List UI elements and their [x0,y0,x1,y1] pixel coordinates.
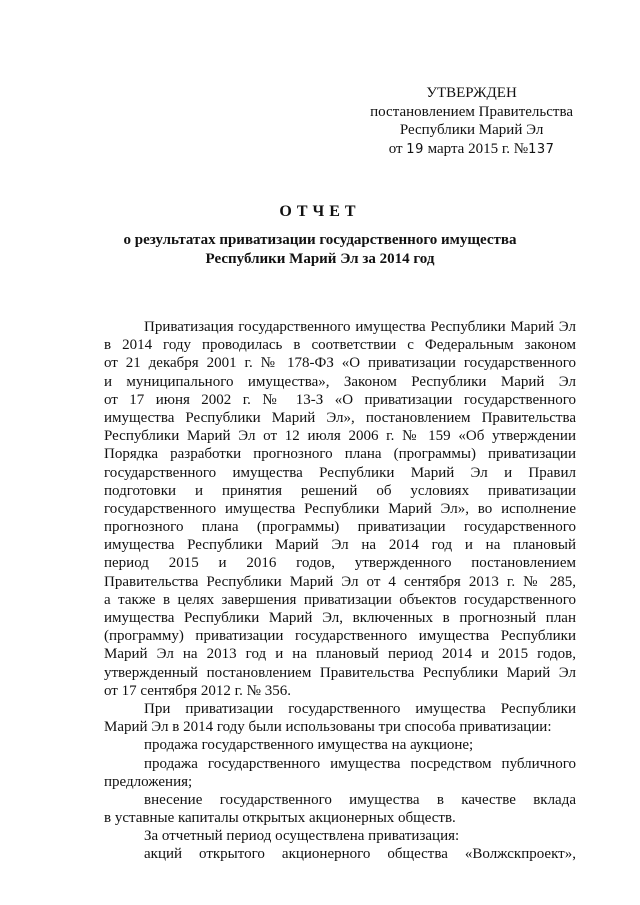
approval-decree-number: 137 [528,141,555,157]
body-line: в 2014 году проводилась в соответствии с Федеральным законом [104,337,576,354]
body-line: Марий Эл на 2013 год и на плановый период 2014 и 2015 годов, [104,646,576,663]
body-line: Порядка разработки прогнозного плана (программы) приватизации [104,446,576,463]
body-line: и муниципального имущества», Законом Республики Марий Эл [104,373,576,390]
report-title: ОТЧЕТ [279,203,361,220]
body-line: период 2015 и 2016 годов, утвержденного постановлением [104,555,576,572]
body-line: утвержденный постановлением Правительства Республики Марий Эл [104,664,576,681]
body-line: от 17 июня 2002 г. № 13-З «О приватизации государственного [104,391,576,408]
body-line: предложения; [104,773,193,790]
body-line: Приватизация государственного имущества Республики Марий Эл [144,319,576,335]
approval-date-day: 19 [406,141,424,157]
body-line: в уставные капиталы открытых акционерных обществ. [104,810,456,827]
approval-line-republic: Республики Марий Эл [399,122,544,138]
body-line: государственного имущества Республики Марий Эл», во исполнение [104,500,576,517]
body-line: от 21 декабря 2001 г. № 178-ФЗ «О приватизации государственного [104,355,576,372]
body-line: При приватизации государственного имущества Республики [144,700,576,717]
report-subtitle-line-2: Республики Марий Эл за 2014 год [205,250,435,267]
approval-date-month-year: марта 2015 г. № [427,140,529,157]
approval-line-date [370,140,573,160]
body-line: а также в целях завершения приватизации объектов государственного [104,591,576,608]
body-line: государственного имущества Республики Марий Эл и Правил [104,464,576,481]
body-line: акций открытого акционерного общества «Волжскпроект», [144,846,576,863]
body-line: Республики Марий Эл от 12 июля 2006 г. № 159 «Об утверждении [104,428,576,445]
body-line: продажа государственного имущества на аукционе; [144,737,474,754]
body-line: подготовки и принятия решений об условиях приватизации [104,482,576,499]
body-line: от 17 сентября 2012 г. № 356. [104,682,291,699]
report-subtitle [0,231,640,268]
report-subtitle-line-1: о результатах приватизации государственного имущества [123,232,517,248]
approval-date-prefix: от [388,140,403,157]
body-line: (программу) приватизации государственного имущества Республики [104,628,576,645]
body-line: Правительства Республики Марий Эл от 4 сентября 2013 г. № 285, [104,573,576,590]
body-line: прогнозного плана (программы) приватизации государственного [104,519,576,536]
body-line: внесение государственного имущества в качестве вклада [144,791,576,808]
body-line: За отчетный период осуществлена приватизация: [144,828,460,845]
approval-line-decree: постановлением Правительства [370,103,573,120]
body-line: продажа государственного имущества посредством публичного [144,755,576,772]
body-line: имущества Республики Марий Эл на 2014 год и на плановый [104,537,576,554]
body-line: имущества Республики Марий Эл», постановлением Правительства [104,409,576,426]
body-line: Марий Эл в 2014 году были использованы три способа приватизации: [104,719,552,736]
report-body [104,318,576,864]
approval-stamp-block [370,84,573,159]
approval-heading: УТВЕРЖДЕН [426,85,517,101]
body-line: имущества Республики Марий Эл, включенных в прогнозный план [104,610,576,626]
